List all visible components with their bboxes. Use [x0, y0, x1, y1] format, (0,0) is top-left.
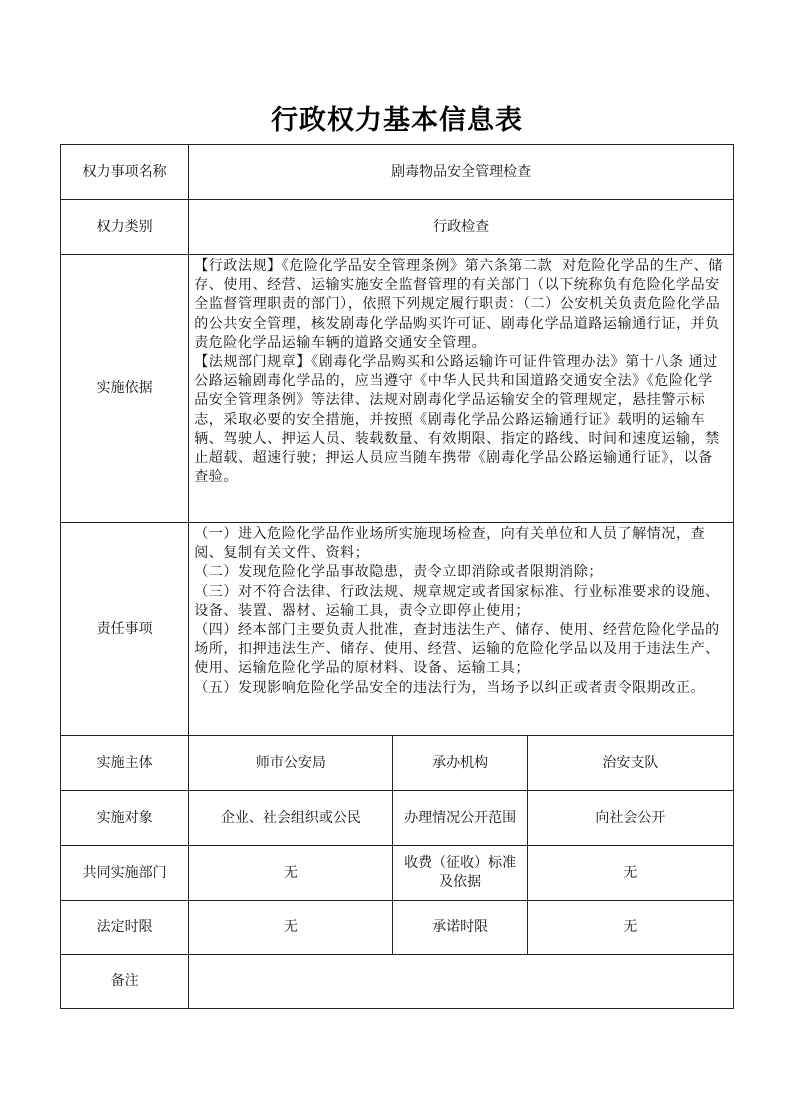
label-joint: 共同实施部门	[61, 846, 189, 901]
label-fee: 收费（征收）标准及依据	[393, 846, 527, 901]
label-promise: 承诺时限	[393, 901, 527, 955]
label-responsibility: 责任事项	[61, 523, 189, 736]
value-remark	[189, 955, 734, 1009]
document-title: 行政权力基本信息表	[271, 105, 523, 136]
value-limit: 无	[189, 901, 393, 955]
value-category: 行政检查	[189, 200, 734, 255]
row-limit	[61, 901, 734, 955]
row-category	[61, 200, 734, 255]
row-basis	[61, 255, 734, 523]
label-name: 权力事项名称	[61, 145, 189, 200]
value-fee: 无	[527, 846, 733, 901]
responsibility-item: （五）发现影响危险化学品安全的违法行为，当场予以纠正或者责令限期改正。	[194, 679, 706, 696]
value-name: 剧毒物品安全管理检查	[189, 145, 734, 200]
responsibility-item: （四）经本部门主要负责人批准，查封违法生产、储存、使用、经营危险化学品的场所，扣押违法生产、储存、使用、经营、运输的危险化学品以及用于违法生产、使用、运输危险化学品的原材料、设备、运输工具；	[194, 622, 720, 677]
value-basis	[189, 255, 734, 523]
row-joint	[61, 846, 734, 901]
row-subject	[61, 736, 734, 791]
value-responsibility	[189, 523, 734, 736]
info-table	[60, 144, 734, 1009]
responsibility-item: （一）进入危险化学品作业场所实施现场检查，向有关单位和人员了解情况，查阅、复制有关文件、资料；	[194, 526, 706, 562]
label-subject: 实施主体	[61, 736, 189, 791]
value-joint: 无	[189, 846, 393, 901]
value-agency: 治安支队	[527, 736, 733, 791]
responsibility-item: （二）发现危险化学品事故隐患，责令立即消除或者限期消除；	[194, 564, 603, 581]
label-target: 实施对象	[61, 791, 189, 846]
row-responsibility	[61, 523, 734, 736]
label-category: 权力类别	[61, 200, 189, 255]
value-subject: 师市公安局	[189, 736, 393, 791]
label-remark: 备注	[61, 955, 189, 1009]
value-target: 企业、社会组织或公民	[189, 791, 393, 846]
basis-paragraph: 【行政法规】《危险化学品安全管理条例》第六条第二款 对危险化学品的生产、储存、使用、经营、运输实施安全监督管理的有关部门（以下统称负有危险化学品安全监督管理职责的部门），依照下列规定履行职责：（二）公安机关负责危险化学品的公共安全管理，核发剧毒化学品购买许可证、剧毒化学品道路运输通行证，并负责危险化学品运输车辆的道路交通安全管理。	[194, 258, 723, 351]
label-limit: 法定时限	[61, 901, 189, 955]
responsibility-item: （三）对不符合法律、行政法规、规章规定或者国家标准、行业标准要求的设施、设备、装置、器材、运输工具，责令立即停止使用；	[194, 583, 720, 619]
basis-paragraph: 【法规部门规章】《剧毒化学品购买和公路运输许可证件管理办法》第十八条 通过公路运输剧毒化学品的，应当遵守《中华人民共和国道路交通安全法》《危险化学品安全管理条例》等法律、法规对剧毒化学品运输安全的管理规定，悬挂警示标志，采取必要的安全措施，并按照《剧毒化学品公路运输通行证》载明的运输车辆、驾驶人、押运人员、装载数量、有效期限、指定的路线、时间和速度运输，禁止超载、超速行驶；押运人员应当随车携带《剧毒化学品公路运输通行证》，以备查验。	[194, 354, 720, 486]
label-disclosure: 办理情况公开范围	[393, 791, 527, 846]
label-agency: 承办机构	[393, 736, 527, 791]
row-name	[61, 145, 734, 200]
row-target	[61, 791, 734, 846]
value-disclosure: 向社会公开	[527, 791, 733, 846]
value-promise: 无	[527, 901, 733, 955]
label-basis: 实施依据	[61, 255, 189, 523]
row-remark	[61, 955, 734, 1009]
